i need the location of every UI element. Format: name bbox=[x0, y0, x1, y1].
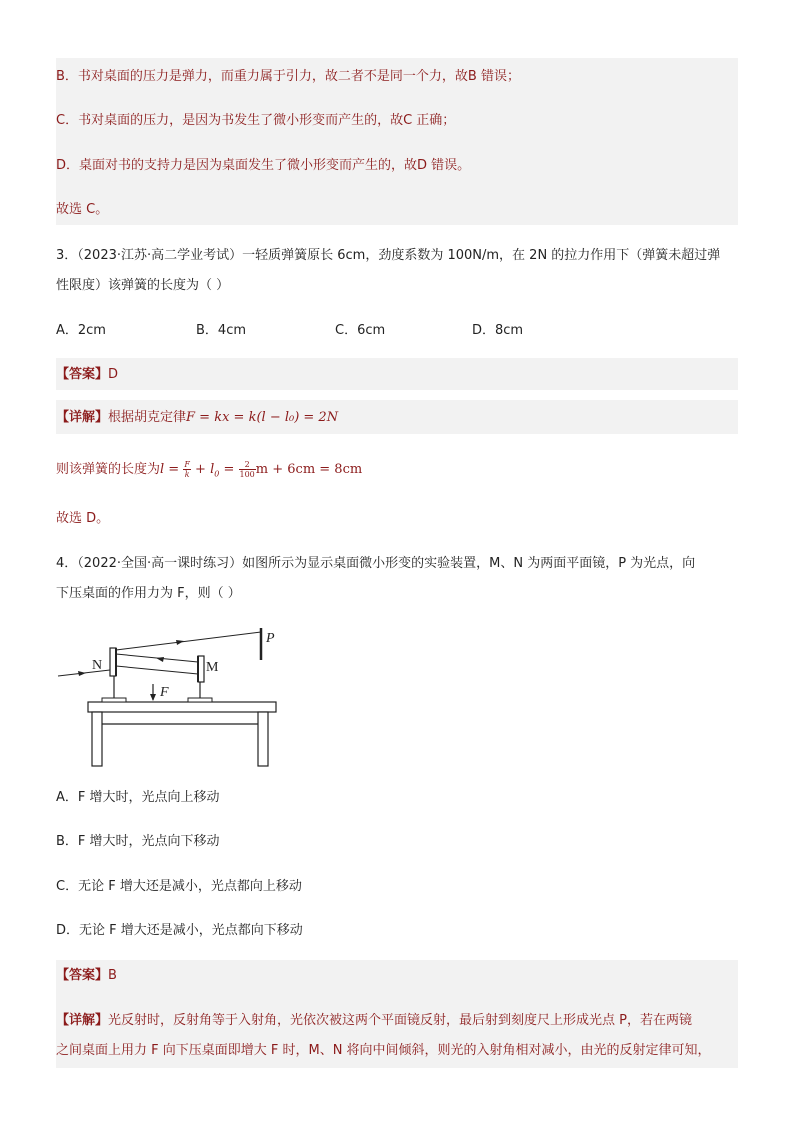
q3-detail-text: 根据胡克定律 bbox=[108, 410, 187, 425]
q3-conclusion: 故选 D。 bbox=[56, 511, 110, 526]
table-leg-left bbox=[92, 712, 102, 766]
q3-answer-value: D bbox=[108, 367, 119, 382]
q4-detail-text-1: 光反射时，反射角等于入射角，光依次被这两个平面镜反射，最后射到刻度尺上形成光点 P，若在两镜 bbox=[108, 1013, 692, 1028]
q4-answer-line bbox=[56, 967, 117, 985]
q3-hooke-formula: F = kx = k(l − l₀) = 2N bbox=[186, 410, 339, 425]
q3-answer-tag: 【答案】 bbox=[56, 367, 109, 382]
label-f: F bbox=[160, 685, 169, 700]
q4-detail-tag: 【详解】 bbox=[56, 1013, 109, 1028]
q3-detail-tag: 【详解】 bbox=[56, 410, 109, 425]
label-m: M bbox=[206, 660, 219, 675]
q3-option-d: D．8cm bbox=[472, 323, 524, 338]
q4-option-b: B．F 增大时，光点向下移动 bbox=[56, 834, 220, 849]
q4-detail-line2: 之间桌面上用力 F 向下压桌面即增大 F 时，M、N 将向中间倾斜，则光的入射角相对减小，由光的反射定律可知， bbox=[56, 1043, 711, 1058]
answer-block-q3-answer bbox=[56, 358, 738, 390]
table-top bbox=[88, 702, 276, 712]
q4-answer-tag: 【答案】 bbox=[56, 968, 109, 983]
q4-apparatus-figure bbox=[56, 620, 286, 768]
q4-stem-line2: 下压桌面的作用力为 F，则（ ） bbox=[56, 586, 241, 601]
ray-n-to-m bbox=[116, 666, 198, 674]
q3-length-formula: l = $\frac{F}{k}$ + $l_0$ = $\frac{2}{100}$ m + 6cm = 8cm bbox=[160, 460, 363, 479]
label-n: N bbox=[92, 658, 103, 673]
mirror-n-base bbox=[102, 698, 126, 702]
q4-stem-line1: 4．（2022·全国·高一课时练习）如图所示为显示桌面微小形变的实验装置，M、N 为两面平面镜，P 为光点，向 bbox=[56, 556, 696, 571]
q3-detail-line bbox=[56, 409, 338, 427]
q4-option-d: D．无论 F 增大还是减小，光点都向下移动 bbox=[56, 923, 303, 938]
q4-option-a: A．F 增大时，光点向上移动 bbox=[56, 790, 220, 805]
q3-length-text: 则该弹簧的长度为 bbox=[56, 462, 161, 477]
q3-option-c: C．6cm bbox=[335, 323, 386, 338]
q4-answer-value: B bbox=[108, 968, 117, 983]
q3-stem-line1: 3．（2023·江苏·高二学业考试）一轻质弹簧原长 6cm，劲度系数为 100N/m，在 2N 的拉力作用下（弹簧未超过弹 bbox=[56, 248, 721, 263]
q4-detail-line1 bbox=[56, 1012, 692, 1030]
label-p: P bbox=[266, 631, 275, 646]
explanation-line-b: B．书对桌面的压力是弹力，而重力属于引力，故二者不是同一个力，故B 错误； bbox=[56, 69, 520, 84]
mirror-m-base bbox=[188, 698, 212, 702]
explanation-line-d: D．桌面对书的支持力是因为桌面发生了微小形变而产生的，故D 错误。 bbox=[56, 158, 471, 173]
q3-option-a: A．2cm bbox=[56, 323, 106, 338]
explanation-conclusion: 故选 C。 bbox=[56, 202, 109, 217]
q3-option-b: B．4cm bbox=[196, 323, 247, 338]
q3-stem-line2: 性限度）该弹簧的长度为（ ） bbox=[56, 278, 230, 293]
q3-length-line bbox=[56, 460, 362, 484]
ray-n-to-p bbox=[116, 632, 261, 650]
explanation-line-c: C．书对桌面的压力，是因为书发生了微小形变而产生的，故C 正确； bbox=[56, 113, 456, 128]
q4-option-c: C．无论 F 增大还是减小，光点都向上移动 bbox=[56, 879, 302, 894]
table-leg-right bbox=[258, 712, 268, 766]
q3-answer-line bbox=[56, 366, 118, 384]
